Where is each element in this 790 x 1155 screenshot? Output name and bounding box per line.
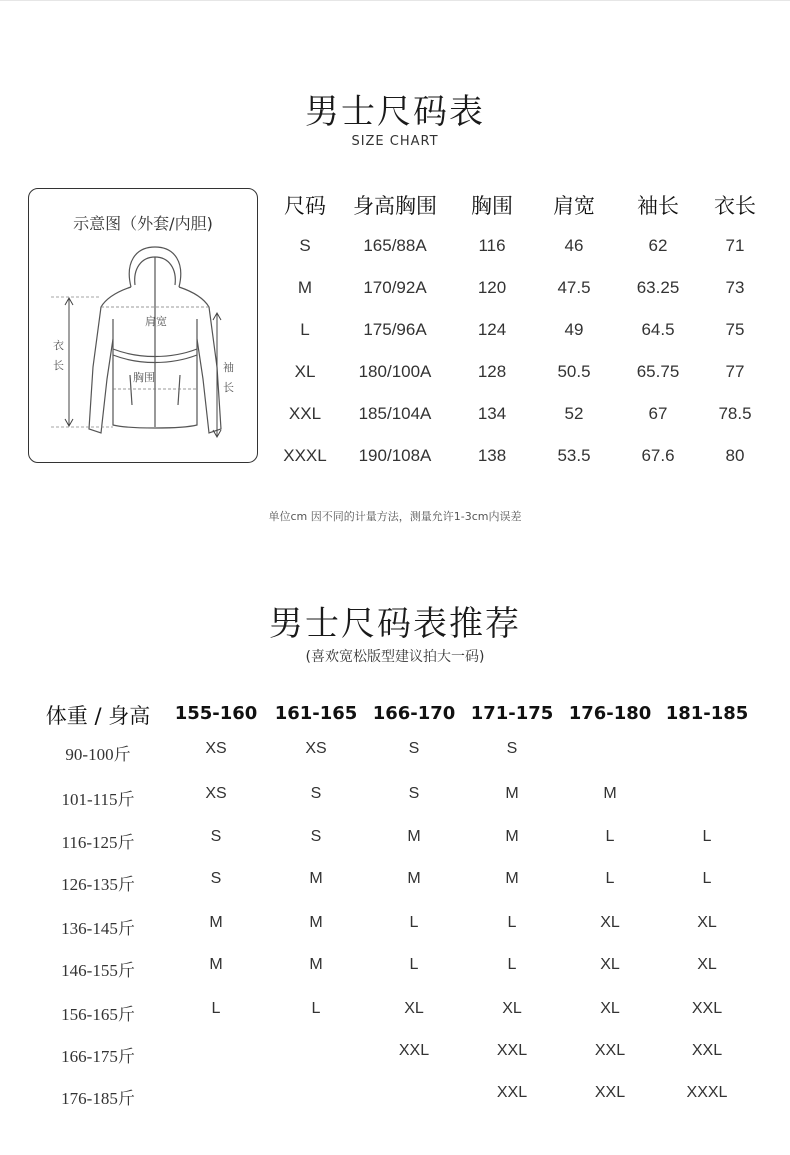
weight-range-label: 116-125斤 (61, 833, 135, 852)
weight-range-label: 101-115斤 (61, 790, 135, 809)
size-table-cell: 53.5 (557, 446, 591, 465)
size-table-cell: 52 (564, 404, 584, 423)
weight-range-label: 176-185斤 (61, 1089, 135, 1108)
recommended-size-cell: M (505, 828, 519, 845)
garment-diagram (28, 188, 258, 463)
recommended-size-cell: XXL (398, 1042, 430, 1059)
size-table-cell: 78.5 (718, 404, 752, 423)
recommended-size-cell: L (507, 956, 517, 973)
recommended-size-cell: XL (404, 1000, 424, 1017)
size-table-row (268, 404, 788, 434)
size-table-cell: 63.25 (636, 278, 680, 297)
size-table-cell: 120 (477, 278, 507, 297)
recommendation-row (0, 956, 790, 982)
size-table-cell: 62 (648, 236, 668, 255)
size-table-row (268, 236, 788, 266)
diagram-title: 示意图（外套/内胆) (73, 214, 213, 233)
weight-range-label: 136-145斤 (61, 919, 135, 938)
weight-range-label: 90-100斤 (65, 745, 131, 764)
recommendation-subtitle: (喜欢宽松版型建议拍大一码) (305, 649, 485, 665)
length-label-1: 衣 (53, 339, 64, 352)
size-table-cell: 64.5 (641, 320, 675, 339)
size-table-row (268, 446, 788, 476)
recommended-size-cell: M (209, 914, 223, 931)
recommended-size-cell: XS (305, 740, 327, 757)
size-table-cell: XXXL (283, 446, 327, 465)
shoulder-label: 肩宽 (145, 315, 167, 328)
recommended-size-cell: M (603, 785, 617, 802)
size-table-cell: XXL (288, 404, 322, 423)
recommended-size-cell: XL (600, 1000, 620, 1017)
recommended-size-cell: S (310, 785, 322, 802)
size-table-cell: 65.75 (636, 362, 680, 381)
height-range-header: 155-160 (174, 703, 258, 724)
weight-range-label: 166-175斤 (61, 1047, 135, 1066)
size-table-cell: 67.6 (641, 446, 675, 465)
recommended-size-cell: M (505, 870, 519, 887)
recommendation-row (0, 828, 790, 854)
chest-label: 胸围 (133, 371, 155, 384)
recommended-size-cell: L (211, 1000, 221, 1017)
sleeve-label-2: 长 (223, 381, 234, 394)
measurement-note: 单位cm 因不同的计量方法，测量允许1-3cm内误差 (268, 510, 522, 523)
height-range-header: 171-175 (470, 703, 554, 724)
recommended-size-cell: S (210, 870, 222, 887)
recommendation-row (0, 1042, 790, 1068)
recommended-size-cell: L (507, 914, 517, 931)
recommended-size-cell: L (702, 870, 712, 887)
recommended-size-cell: M (309, 870, 323, 887)
recommended-size-cell: L (409, 956, 419, 973)
recommended-size-cell: XXL (496, 1042, 528, 1059)
recommended-size-cell: M (407, 870, 421, 887)
recommended-size-cell: L (605, 870, 615, 887)
recommended-size-cell: S (506, 740, 518, 757)
size-table-cell: 170/92A (363, 278, 427, 297)
size-table-cell: 165/88A (363, 236, 427, 255)
recommendation-row (0, 740, 790, 766)
size-table-header-cell: 尺码 (284, 194, 326, 218)
size-table-header-cell: 肩宽 (553, 194, 595, 218)
size-chart-title: 男士尺码表 (305, 92, 485, 132)
height-range-header: 181-185 (665, 703, 749, 724)
recommended-size-cell: XL (697, 956, 717, 973)
recommended-size-cell: XL (600, 914, 620, 931)
size-table-cell: 124 (477, 320, 507, 339)
size-table-cell: 190/108A (358, 446, 432, 465)
recommendation-row (0, 1000, 790, 1026)
size-table-cell: 71 (725, 236, 745, 255)
size-table-cell: M (297, 278, 313, 297)
recommendation-row (0, 870, 790, 896)
recommended-size-cell: S (408, 785, 420, 802)
recommended-size-cell: S (310, 828, 322, 845)
recommended-size-cell: L (311, 1000, 321, 1017)
length-label-2: 长 (53, 359, 64, 372)
recommended-size-cell: S (408, 740, 420, 757)
recommended-size-cell: XXL (496, 1084, 528, 1101)
recommended-size-cell: S (210, 828, 222, 845)
size-table-header-cell: 衣长 (714, 194, 756, 218)
weight-range-label: 146-155斤 (61, 961, 135, 980)
recommended-size-cell: M (505, 785, 519, 802)
size-table-row (268, 362, 788, 392)
recommended-size-cell: XXL (691, 1042, 723, 1059)
recommendation-title: 男士尺码表推荐 (269, 604, 521, 644)
recommendation-row (0, 1084, 790, 1110)
size-table-cell: 46 (564, 236, 584, 255)
recommended-size-cell: M (309, 914, 323, 931)
recommended-size-cell: M (309, 956, 323, 973)
size-table-cell: 50.5 (557, 362, 591, 381)
size-table-header-cell: 胸围 (471, 194, 513, 218)
size-table-cell: 75 (725, 320, 745, 339)
recommendation-row (0, 785, 790, 811)
size-table-cell: 49 (564, 320, 584, 339)
size-table-cell: 185/104A (358, 404, 432, 423)
recommended-size-cell: XXL (594, 1042, 626, 1059)
size-table-cell: 73 (725, 278, 745, 297)
size-table-row (268, 278, 788, 308)
recommended-size-cell: XS (205, 785, 227, 802)
size-table-cell: 180/100A (358, 362, 432, 381)
recommendation-header-row (0, 700, 790, 726)
size-table-header-cell: 身高胸围 (353, 194, 437, 218)
recommended-size-cell: XXL (691, 1000, 723, 1017)
size-chart-subtitle: SIZE CHART (351, 134, 439, 149)
sleeve-label-1: 袖 (223, 361, 234, 374)
recommended-size-cell: XL (600, 956, 620, 973)
size-table-cell: 116 (478, 236, 506, 255)
size-table-cell: 47.5 (557, 278, 591, 297)
size-table-cell: 175/96A (363, 320, 427, 339)
weight-range-label: 156-165斤 (61, 1005, 135, 1024)
size-table-cell: 80 (725, 446, 745, 465)
recommended-size-cell: L (702, 828, 712, 845)
recommended-size-cell: M (407, 828, 421, 845)
size-table-cell: 134 (477, 404, 507, 423)
recommended-size-cell: L (605, 828, 615, 845)
size-table-row (268, 320, 788, 350)
height-range-header: 176-180 (568, 703, 652, 724)
weight-height-corner-header: 体重 / 身高 (45, 704, 151, 728)
size-table-header (268, 190, 788, 220)
size-table-cell: 67 (648, 404, 668, 423)
top-divider (0, 0, 790, 1)
recommended-size-cell: L (409, 914, 419, 931)
size-table-cell: L (300, 320, 310, 339)
recommended-size-cell: XL (697, 914, 717, 931)
size-table-cell: 77 (725, 362, 745, 381)
weight-range-label: 126-135斤 (61, 875, 135, 894)
recommended-size-cell: XL (502, 1000, 522, 1017)
size-table-cell: XL (294, 362, 316, 381)
size-table-cell: S (299, 236, 311, 255)
size-table-header-cell: 袖长 (637, 194, 679, 218)
height-range-header: 166-170 (372, 703, 456, 724)
height-range-header: 161-165 (274, 703, 358, 724)
recommended-size-cell: XXXL (686, 1084, 728, 1101)
jacket-illustration (29, 189, 259, 464)
size-table-cell: 138 (477, 446, 507, 465)
recommended-size-cell: XXL (594, 1084, 626, 1101)
recommended-size-cell: M (209, 956, 223, 973)
size-table-cell: 128 (477, 362, 507, 381)
recommended-size-cell: XS (205, 740, 227, 757)
recommendation-row (0, 914, 790, 940)
